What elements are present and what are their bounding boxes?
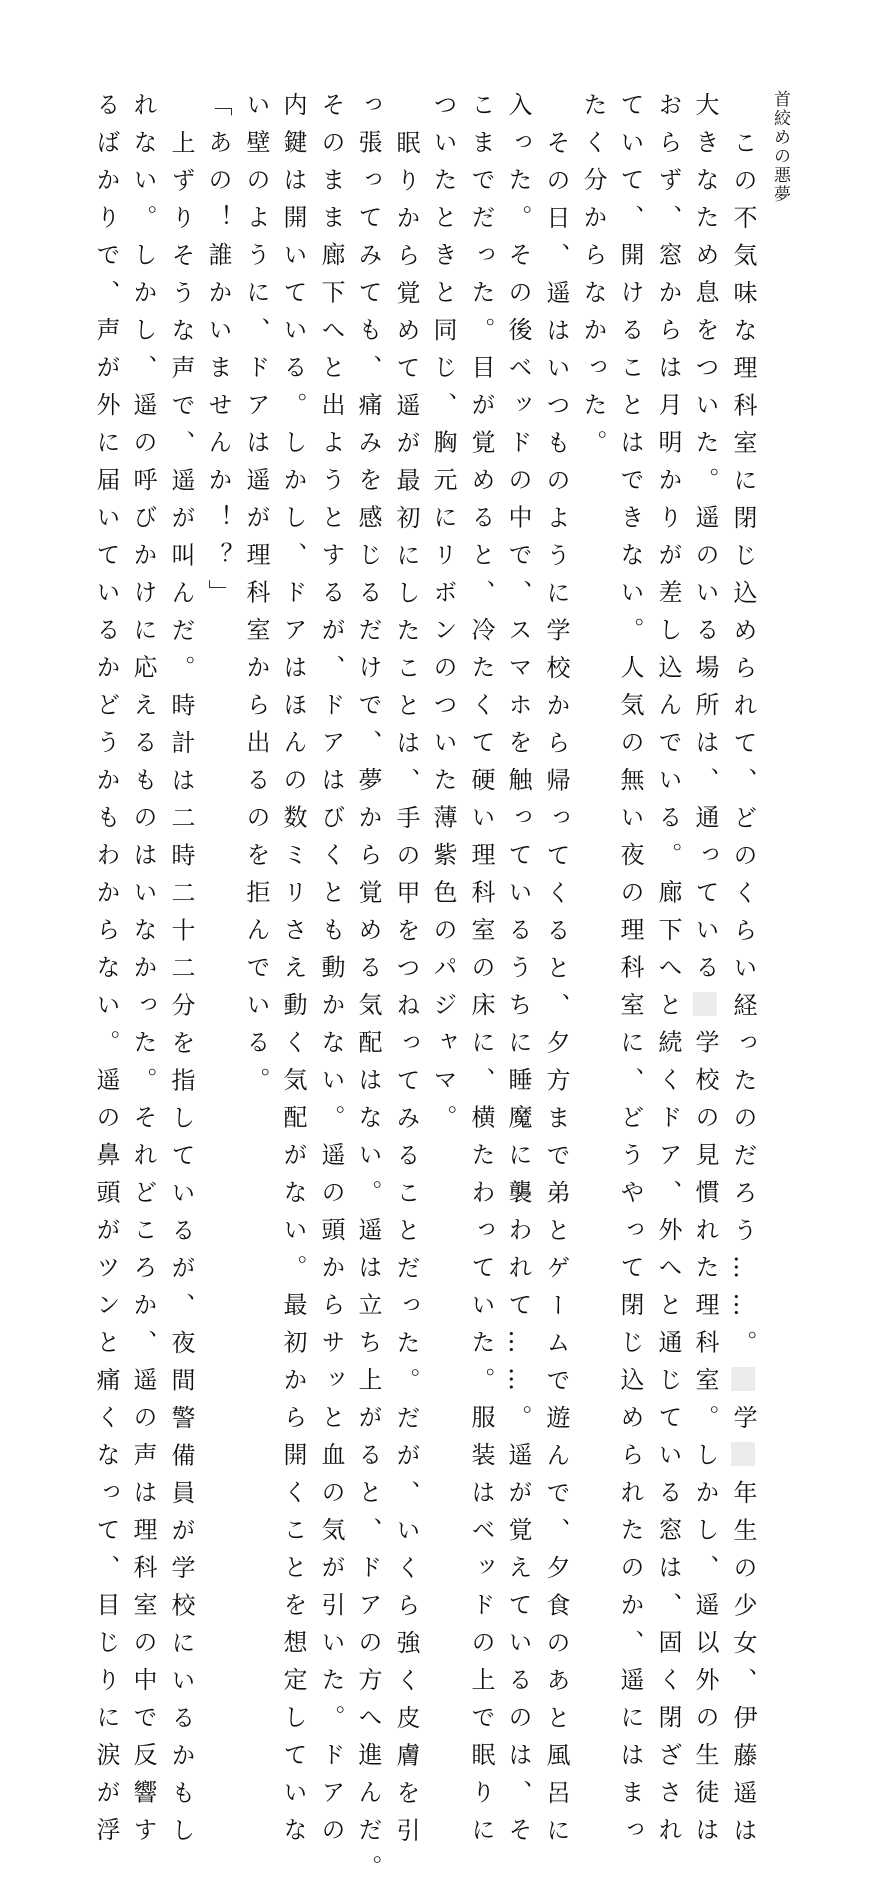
text-line: 上ずりそうな声で、遥が叫んだ。時計は二時二十二分を指しているが、夜間警備員が学校にいるかもし (167, 129, 195, 1855)
text-segment: 年生の少女、伊藤遥は (729, 1479, 757, 1855)
text-line: たく分からなかった。 (579, 92, 607, 467)
text-line: その日、遥はいつものように学校から帰ってくると、夕方まで弟とゲームで遊んで、夕食のあと風呂に (542, 129, 570, 1855)
redacted-block (693, 992, 717, 1016)
text-line: そのまま廊下へと出ようとするが、ドアはびくとも動かない。遥の頭からサッと血の気が引いた。ドアの (317, 92, 345, 1855)
dialogue-line: 「あの！誰かいませんか！？」 (204, 92, 232, 617)
text-line: れない。しかし、遥の呼びかけに応えるものはいなかった。それどころか、遥の声は理科室の中で反響す (129, 92, 157, 1855)
redacted-block (731, 1367, 755, 1391)
text-line: っ張ってみても、痛みを感じるだけで、夢から覚める気配はない。遥は立ち上がると、ドアの方へ進んだ。 (354, 92, 382, 1892)
text-segment: 大きなため息をついた。遥のいる場所は、通っている (691, 92, 719, 992)
text-line (731, 92, 755, 1855)
text-line: おらず、窓からは月明かりが差し込んでいる。廊下へと続くドア、外へと通じている窓は、固く閉ざされ (654, 92, 682, 1855)
text-segment: この不気味な理科室に閉じ込められて、どのくらい経ったのだろう……。 (729, 129, 757, 1367)
text-line: るばかりで、声が外に届いているかどうかもわからない。遥の鼻頭がツンと痛くなって、目じりに涙が浮 (92, 92, 120, 1855)
text-segment: 学校の見慣れた理科室。しかし、遥以外の生徒は (691, 1029, 719, 1855)
text-line: ついたときと同じ、胸元にリボンのついた薄紫色のパジャマ。 (429, 92, 457, 1142)
text-line: い壁のように、ドアは遥が理科室から出るのを拒んでいる。 (242, 92, 270, 1105)
text-line (693, 92, 717, 1855)
text-line: こまでだった。目が覚めると、冷たくて硬い理科室の床に、横たわっていた。服装はベッドの上で眠りに (467, 92, 495, 1855)
text-segment: 学 (729, 1404, 757, 1442)
redacted-block (731, 1442, 755, 1466)
text-line: 眠りから覚めて遥が最初にしたことは、手の甲をつねってみることだった。だが、いくら強く皮膚を引 (392, 129, 420, 1855)
text-line: 内鍵は開いている。しかし、ドアはほんの数ミリさえ動く気配がない。最初から開くことを想定していな (279, 92, 307, 1855)
document-title: 首絞めの悪夢 (770, 90, 790, 204)
text-line: ていて、開けることはできない。人気の無い夜の理科室に、どうやって閉じ込められたのか、遥にはまっ (616, 92, 644, 1855)
text-line: 入った。その後ベッドの中で、スマホを触っているうちに睡魔に襲われて……。遥が覚えているのは、そ (504, 92, 532, 1855)
